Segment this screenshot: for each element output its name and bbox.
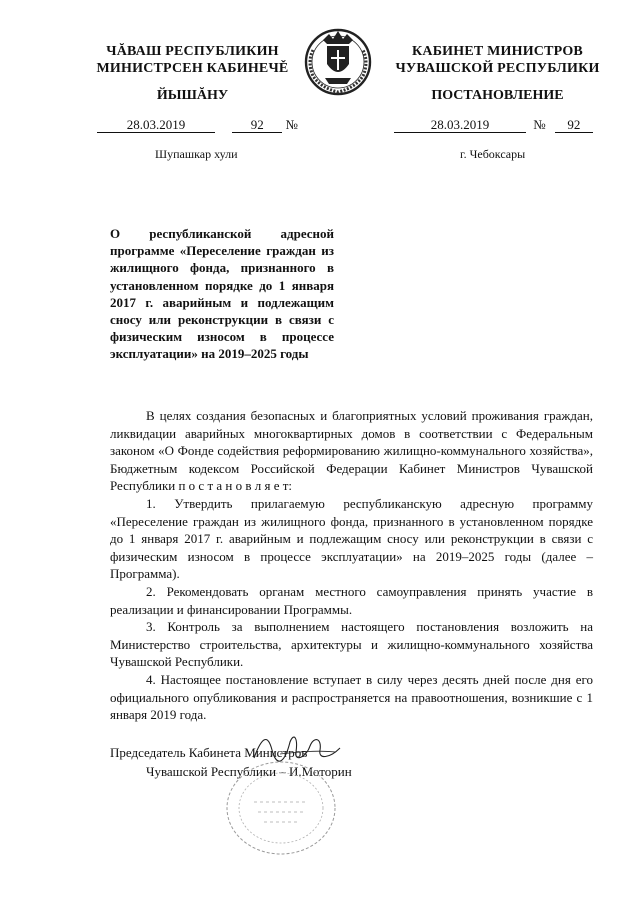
body-paragraph-2: 1. Утвердить прилагаемую республиканскую адресную программу «Переселение граждан из жилищного фонда, признанного в установленном порядке до 1 января 2017 г. аварийным и подлежащим сносу или реконструкции в связи с физическим износом в процессе эксплуатации» на 2019–2025 годы (далее – Программа). — [110, 495, 593, 582]
right-number: 92 — [555, 117, 593, 133]
left-org-line2: МИНИСТРСЕН КАБИНЕЧĚ — [96, 61, 289, 76]
body-paragraph-1 — [110, 407, 593, 495]
signature-line2: Чувашской Республики – И.Моторин — [146, 764, 352, 779]
right-date-line — [394, 117, 593, 133]
coat-of-arms-emblem — [303, 20, 373, 102]
left-place: Шупашкар хули — [155, 147, 238, 161]
right-org-line2: ЧУВАШСКОЙ РЕСПУБЛИКИ — [395, 61, 600, 76]
left-date: 28.03.2019 — [97, 117, 215, 133]
left-number: 92 — [232, 117, 282, 133]
right-doc-type: ПОСТАНОВЛЕНИЕ — [431, 88, 564, 103]
official-stamp — [222, 758, 340, 858]
left-org-line1: ЧĂВАШ РЕСПУБЛИКИН — [106, 44, 279, 59]
right-org-name — [385, 43, 610, 77]
left-no-sign: № — [285, 117, 298, 132]
right-no-sign: № — [533, 117, 546, 132]
body-paragraph-5: 4. Настоящее постановление вступает в силу через десять дней после дня его официального опубликования и распространяется на правоотношения, возникшие с 1 января 2019 года. — [110, 671, 593, 723]
document-body — [110, 407, 593, 724]
right-place: г. Чебоксары — [460, 147, 526, 161]
left-org-name — [95, 43, 290, 77]
right-date: 28.03.2019 — [394, 117, 526, 133]
body-paragraph-3: 2. Рекомендовать органам местного самоуправления принять участие в реализации и финансировании Программы. — [110, 583, 593, 617]
preamble-text: В целях создания безопасных и благоприятных условий проживания граждан, ликвидации аварийных многоквартирных домов в соответствии с Федеральным законом «О Фонде содействия реформированию жилищно-коммунального хозяйства», Бюджетным кодексом Российской Федерации Кабинет Министров Чувашской Республики — [110, 408, 593, 494]
signature-line1: Председатель Кабинета Министров — [110, 745, 308, 760]
document-title: О республиканской адресной программе «Переселение граждан из жилищного фонда, признанного в установленном порядке до 1 января 2017 г. аварийным и подлежащим сносу или реконструкции в связи с физическим износом в процессе эксплуатации» на 2019–2025 годы — [110, 226, 334, 362]
resolves-emphasis: п о с т а н о в л я е т: — [178, 478, 293, 494]
right-org-line1: КАБИНЕТ МИНИСТРОВ — [412, 44, 583, 59]
body-paragraph-4: 3. Контроль за выполнением настоящего постановления возложить на Министерство строительства, архитектуры и жилищно-коммунального хозяйства Чувашской Республики. — [110, 619, 593, 670]
left-date-line — [97, 117, 298, 133]
left-doc-type: ЙЫШĂНУ — [156, 88, 229, 103]
